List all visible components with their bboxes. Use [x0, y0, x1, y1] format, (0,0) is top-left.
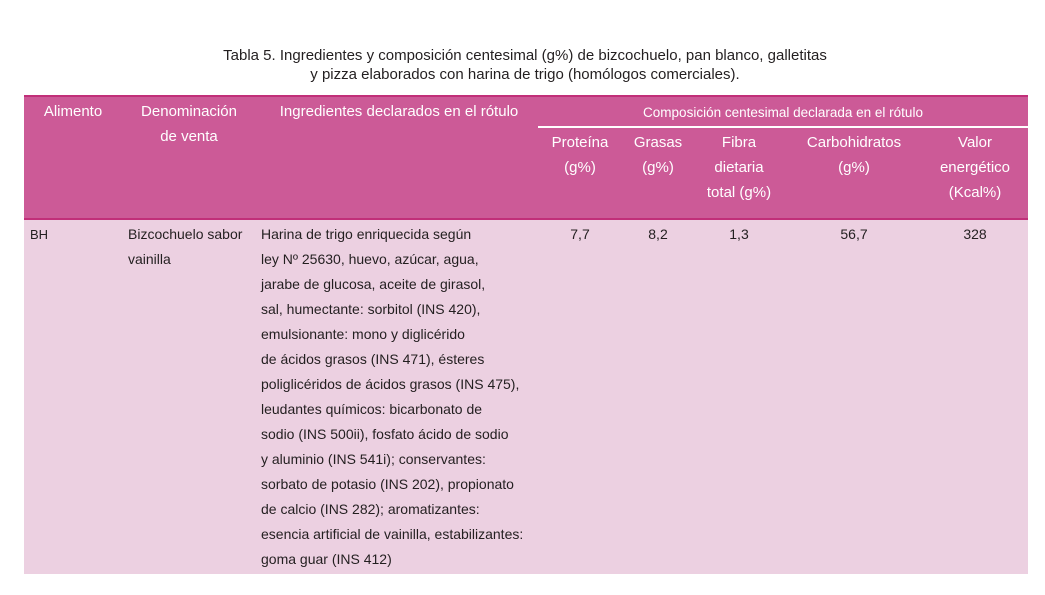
- header-fibra: [694, 130, 784, 205]
- header-carbohidratos: [784, 130, 924, 180]
- header-carbohidratos-line-2: (g%): [838, 159, 870, 176]
- table-row: [24, 220, 1028, 574]
- cell-ingredientes: [261, 222, 541, 572]
- cell-fibra: 1,3: [729, 226, 749, 242]
- ingredient-line: de ácidos grasos (INS 471), ésteres: [261, 351, 485, 367]
- header-valor-line-1: Valor: [958, 134, 992, 151]
- ingredient-line: esencia artificial de vainilla, estabilizantes:: [261, 526, 524, 542]
- ingredient-line: leudantes químicos: bicarbonato de: [261, 401, 483, 417]
- ingredient-line: sal, humectante: sorbitol (INS 420),: [261, 301, 481, 317]
- header-valor-line-2: energético: [939, 159, 1011, 176]
- header-ingredientes: Ingredientes declarados en el rótulo: [279, 103, 519, 120]
- caption-line-1: Tabla 5. Ingredientes y composición centesimal (g%) de bizcochuelo, pan blanco, galletitas: [223, 47, 827, 64]
- header-fibra-line-2: dietaria: [714, 159, 764, 176]
- header-denominacion: [120, 99, 258, 149]
- ingredient-line: de calcio (INS 282); aromatizantes:: [261, 501, 480, 517]
- cell-denominacion: [128, 222, 264, 272]
- cell-carbohidratos: 56,7: [840, 226, 868, 242]
- ingredient-line: sorbato de potasio (INS 202), propionato: [261, 476, 514, 492]
- header-fibra-line-1: Fibra: [721, 134, 757, 151]
- ingredient-line: goma guar (INS 412): [261, 551, 392, 567]
- header-alimento: Alimento: [43, 103, 103, 120]
- cell-denominacion-line-1: Bizcochuelo sabor: [128, 226, 243, 242]
- composicion-divider: [538, 126, 1028, 128]
- header-valor-line-3: (Kcal%): [948, 184, 1002, 201]
- header-denominacion-line-2: de venta: [160, 128, 218, 145]
- cell-alimento: BH: [30, 227, 49, 242]
- ingredient-line: Harina de trigo enriquecida según: [261, 226, 472, 242]
- ingredient-line: y aluminio (INS 541i); conservantes:: [261, 451, 486, 467]
- header-valor-energetico: [928, 130, 1022, 205]
- table-caption: [0, 46, 1045, 84]
- header-carbohidratos-line-1: Carbohidratos: [806, 134, 902, 151]
- header-fibra-line-3: total (g%): [706, 184, 772, 201]
- header-grasas-line-1: Grasas: [633, 134, 683, 151]
- header-proteina: [538, 130, 622, 180]
- ingredient-line: jarabe de glucosa, aceite de girasol,: [261, 276, 486, 292]
- ingredient-line: ley Nº 25630, huevo, azúcar, agua,: [261, 251, 479, 267]
- cell-proteina: 7,7: [570, 226, 590, 242]
- ingredient-line: poliglicéridos de ácidos grasos (INS 475),: [261, 376, 520, 392]
- caption-line-2: y pizza elaborados con harina de trigo (homólogos comerciales).: [310, 66, 740, 83]
- header-proteina-line-2: (g%): [564, 159, 596, 176]
- header-grasas-line-2: (g%): [642, 159, 674, 176]
- header-denominacion-line-1: Denominación: [141, 103, 237, 120]
- header-proteina-line-1: Proteína: [551, 134, 609, 151]
- header-grasas: [622, 130, 694, 180]
- cell-grasas: 8,2: [648, 226, 668, 242]
- cell-valor-energetico: 328: [963, 226, 987, 242]
- cell-denominacion-line-2: vainilla: [128, 251, 171, 267]
- ingredient-line: sodio (INS 500ii), fosfato ácido de sodio: [261, 426, 509, 442]
- header-composicion: Composición centesimal declarada en el rótulo: [643, 105, 923, 120]
- table-header: [24, 95, 1028, 220]
- ingredient-line: emulsionante: mono y diglicérido: [261, 326, 465, 342]
